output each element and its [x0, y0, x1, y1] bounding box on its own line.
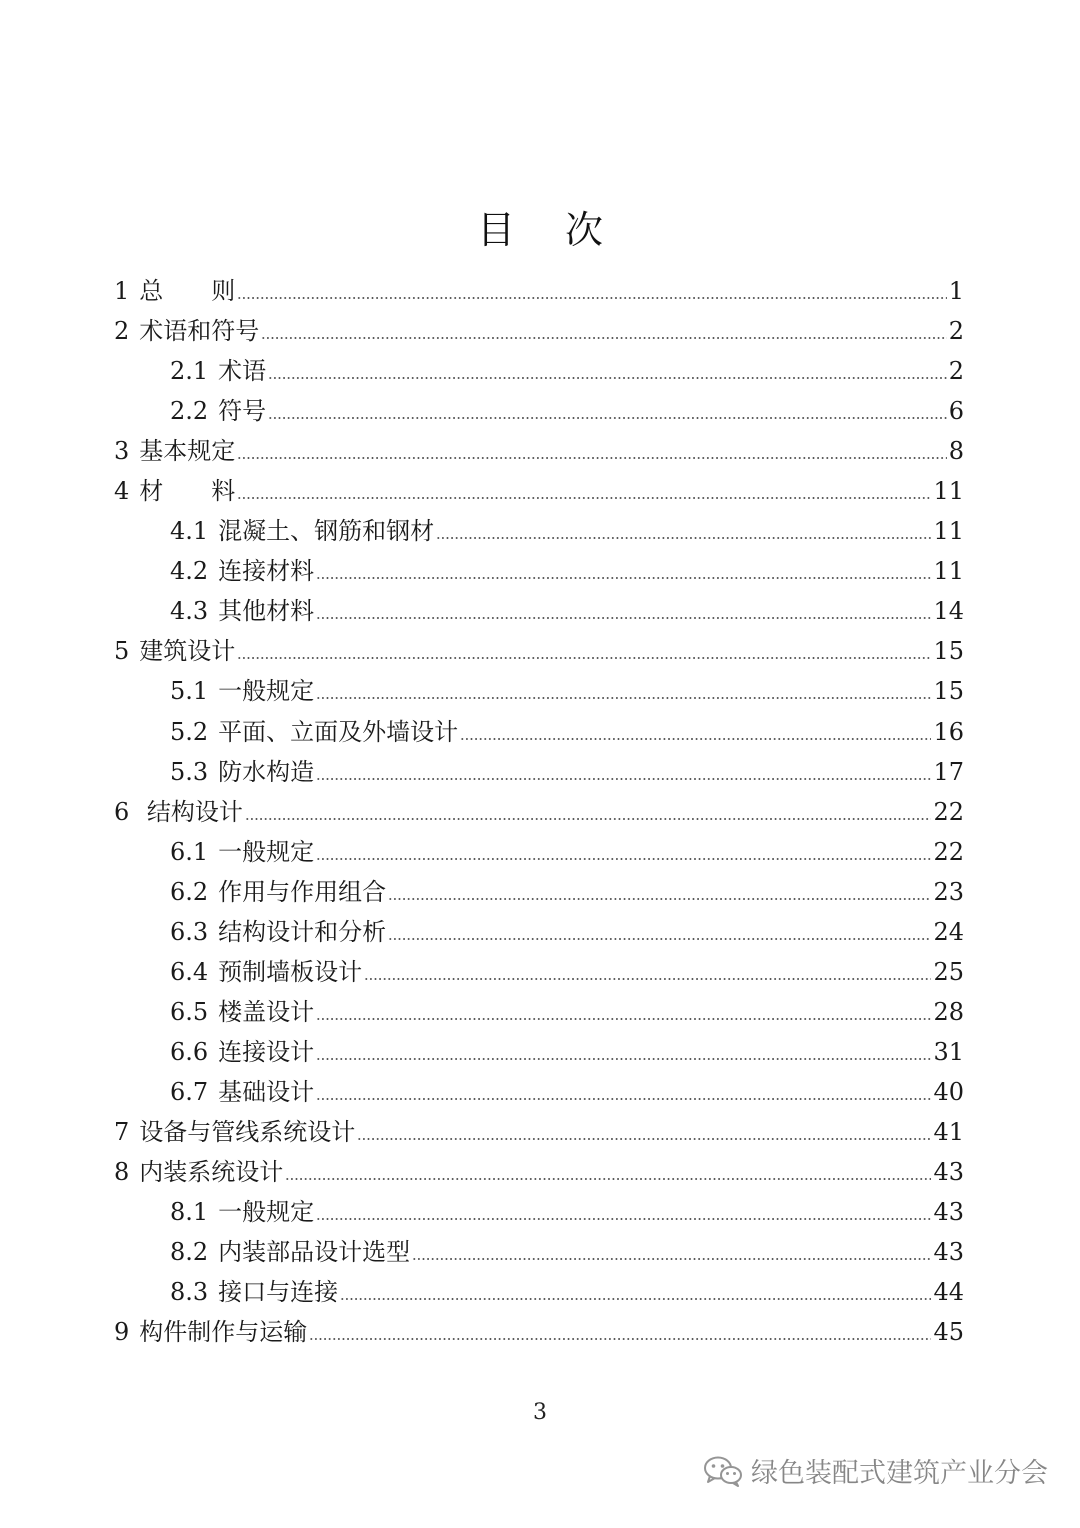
toc-entry-number: 9: [114, 1318, 130, 1347]
toc-entry-number: 6.2: [170, 877, 209, 906]
toc-entry-number: 6.3: [170, 917, 209, 946]
toc-entry-title: 一般规定: [218, 837, 315, 866]
toc-entry: [114, 1192, 964, 1232]
toc-entry-number: 1: [114, 277, 130, 306]
toc-entry-title: 构件制作与运输: [139, 1318, 308, 1347]
toc-entry: [114, 431, 964, 471]
toc-entry-number: 8.3: [170, 1278, 209, 1307]
toc-entry-page: 11: [933, 557, 964, 586]
dot-leader: [237, 297, 946, 299]
toc-entry: [114, 351, 964, 391]
toc-entry-label: [170, 752, 314, 792]
toc-entry-title: 内装部品设计选型: [218, 1238, 411, 1267]
toc-entry-page: 43: [933, 1158, 964, 1187]
wechat-icon: [703, 1455, 743, 1487]
toc-entry: [114, 1232, 964, 1272]
toc-entry: [114, 1072, 964, 1112]
toc-entry-number: 4: [114, 477, 130, 506]
toc-entry-label: [114, 792, 243, 832]
page-number: 3: [533, 1400, 547, 1425]
dot-leader: [316, 1098, 931, 1100]
dot-leader: [460, 738, 931, 740]
toc-entry-page: 8: [948, 437, 964, 466]
toc-entry: [114, 1312, 964, 1352]
dot-leader: [316, 858, 931, 860]
dot-leader: [436, 537, 931, 539]
toc-entry: [114, 792, 964, 832]
toc-entry-title: 材 料: [139, 477, 236, 506]
toc-entry-page: 15: [933, 637, 964, 666]
toc-entry-number: 8.1: [170, 1198, 209, 1227]
toc-entry: [114, 391, 964, 431]
toc-entry-number: 6.5: [170, 997, 209, 1026]
toc-entry-number: 6.4: [170, 957, 209, 986]
toc-entry-page: 43: [933, 1198, 964, 1227]
dot-leader: [340, 1298, 931, 1300]
toc-entry-label: [170, 832, 314, 872]
toc-entry: [114, 271, 964, 311]
dot-leader: [364, 978, 931, 980]
dot-leader: [268, 417, 947, 419]
toc-entry-number: 5.3: [170, 757, 209, 786]
dot-leader: [316, 697, 931, 699]
dot-leader: [268, 377, 947, 379]
toc-entry-label: [170, 912, 386, 952]
toc-entry-number: 4.1: [170, 517, 209, 546]
toc-entry-number: 4.3: [170, 597, 209, 626]
dot-leader: [237, 497, 931, 499]
table-of-contents: [114, 271, 964, 1352]
toc-entry-label: [170, 1232, 410, 1272]
toc-entry-title: 其他材料: [218, 597, 315, 626]
toc-entry: [114, 551, 964, 591]
toc-entry-title: 基本规定: [139, 437, 236, 466]
toc-entry-title: 总 则: [139, 277, 236, 306]
toc-entry: [114, 471, 964, 511]
toc-entry-number: 5.1: [170, 677, 209, 706]
toc-entry-page: 11: [933, 477, 964, 506]
watermark: [703, 1451, 1048, 1490]
toc-entry-label: [114, 1112, 355, 1152]
toc-entry-title: 连接设计: [218, 1037, 315, 1066]
toc-entry-title: 设备与管线系统设计: [139, 1118, 356, 1146]
toc-entry-label: [170, 391, 266, 431]
toc-entry-page: 6: [948, 397, 964, 426]
toc-entry-page: 41: [933, 1118, 964, 1146]
toc-entry: [114, 992, 964, 1032]
dot-leader: [316, 577, 931, 579]
toc-entry-number: 7: [114, 1118, 130, 1146]
toc-entry-number: 5: [114, 637, 130, 666]
toc-entry-page: 45: [933, 1318, 964, 1347]
watermark-text: 绿色装配式建筑产业分会: [751, 1458, 1048, 1489]
toc-entry-label: [170, 551, 314, 591]
toc-entry-label: [170, 511, 434, 551]
toc-entry-number: 3: [114, 437, 130, 466]
toc-entry: [114, 912, 964, 952]
toc-entry-number: 6.1: [170, 837, 209, 866]
toc-entry-title: 术语和符号: [139, 317, 260, 346]
toc-entry-label: [170, 351, 266, 391]
toc-entry: [114, 1112, 964, 1152]
toc-entry-label: [170, 712, 458, 752]
toc-entry-page: 2: [948, 317, 964, 346]
toc-entry-label: [170, 952, 362, 992]
toc-entry-label: [114, 271, 235, 311]
dot-leader: [316, 1218, 931, 1220]
toc-entry: [114, 671, 964, 711]
toc-entry-title: 基础设计: [218, 1077, 315, 1106]
toc-entry: [114, 631, 964, 671]
toc-entry-number: 8: [114, 1158, 130, 1187]
toc-entry-title: 术语: [218, 357, 267, 386]
toc-entry-number: 6.6: [170, 1037, 209, 1066]
toc-entry-label: [114, 631, 235, 671]
toc-entry: [114, 311, 964, 351]
toc-entry: [114, 1152, 964, 1192]
toc-entry-page: 1: [948, 277, 964, 306]
toc-entry-label: [114, 1312, 307, 1352]
toc-entry-number: 8.2: [170, 1238, 209, 1267]
toc-entry-number: 6: [114, 797, 130, 826]
toc-entry-label: [170, 671, 314, 711]
toc-entry-title: 预制墙板设计: [218, 957, 363, 986]
toc-entry: [114, 872, 964, 912]
toc-entry-page: 2: [948, 357, 964, 386]
toc-entry-title: 内装系统设计: [139, 1158, 284, 1187]
dot-leader: [412, 1258, 931, 1260]
toc-entry-page: 15: [933, 677, 964, 706]
toc-entry-label: [170, 1272, 338, 1312]
toc-entry-label: [114, 471, 235, 511]
dot-leader: [316, 1058, 931, 1060]
toc-entry-page: 25: [933, 957, 964, 986]
dot-leader: [237, 457, 946, 459]
toc-entry-title: 楼盖设计: [218, 997, 315, 1026]
toc-entry-title: 接口与连接: [218, 1278, 339, 1307]
toc-entry-page: 23: [933, 877, 964, 906]
toc-entry-label: [170, 992, 314, 1032]
dot-leader: [237, 657, 931, 659]
toc-entry-title: 一般规定: [218, 677, 315, 706]
toc-entry-page: 16: [933, 717, 964, 746]
toc-entry-title: 作用与作用组合: [218, 877, 387, 906]
toc-entry-title: 混凝土、钢筋和钢材: [218, 517, 435, 546]
toc-entry: [114, 1272, 964, 1312]
toc-entry-number: 6.7: [170, 1077, 209, 1106]
dot-leader: [316, 617, 931, 619]
toc-entry-number: 5.2: [170, 717, 209, 746]
toc-entry-page: 22: [933, 837, 964, 866]
toc-entry-label: [114, 431, 235, 471]
dot-leader: [316, 778, 931, 780]
toc-entry-title: 平面、立面及外墙设计: [218, 717, 459, 746]
toc-entry-page: 40: [933, 1077, 964, 1106]
toc-entry-page: 11: [933, 517, 964, 546]
toc-heading: 目次: [476, 208, 653, 252]
toc-entry-title: 一般规定: [218, 1198, 315, 1227]
toc-entry-title: 符号: [218, 397, 267, 426]
toc-entry-number: 2.2: [170, 397, 209, 426]
toc-entry: [114, 952, 964, 992]
toc-entry: [114, 712, 964, 752]
toc-entry-label: [114, 1152, 283, 1192]
toc-entry-page: 17: [933, 757, 964, 786]
toc-entry-page: 44: [933, 1278, 964, 1307]
toc-entry-label: [170, 1192, 314, 1232]
toc-entry: [114, 511, 964, 551]
toc-entry-page: 24: [933, 917, 964, 946]
toc-entry-page: 31: [933, 1037, 964, 1066]
dot-leader: [388, 898, 931, 900]
toc-entry: [114, 832, 964, 872]
dot-leader: [245, 818, 932, 820]
toc-entry-title: 连接材料: [218, 557, 315, 586]
dot-leader: [388, 938, 931, 940]
toc-entry-label: [170, 591, 314, 631]
toc-entry: [114, 591, 964, 631]
toc-entry-page: 28: [933, 997, 964, 1026]
dot-leader: [285, 1178, 931, 1180]
toc-entry: [114, 1032, 964, 1072]
toc-entry-number: 4.2: [170, 557, 209, 586]
toc-entry-label: [170, 872, 386, 912]
toc-entry-title: 防水构造: [218, 757, 315, 786]
toc-entry-page: 22: [933, 797, 964, 826]
toc-entry-label: [170, 1072, 314, 1112]
toc-entry: [114, 752, 964, 792]
toc-entry-label: [170, 1032, 314, 1072]
toc-entry-page: 43: [933, 1238, 964, 1267]
dot-leader: [261, 337, 946, 339]
toc-entry-number: 2: [114, 317, 130, 346]
dot-leader: [309, 1338, 931, 1340]
toc-entry-label: [114, 311, 259, 351]
toc-entry-page: 14: [933, 597, 964, 626]
toc-entry-title: 结构设计: [139, 797, 243, 826]
dot-leader: [316, 1018, 931, 1020]
toc-entry-title: 建筑设计: [139, 637, 236, 666]
toc-entry-number: 2.1: [170, 357, 209, 386]
toc-entry-title: 结构设计和分析: [218, 917, 387, 946]
dot-leader: [357, 1138, 931, 1140]
